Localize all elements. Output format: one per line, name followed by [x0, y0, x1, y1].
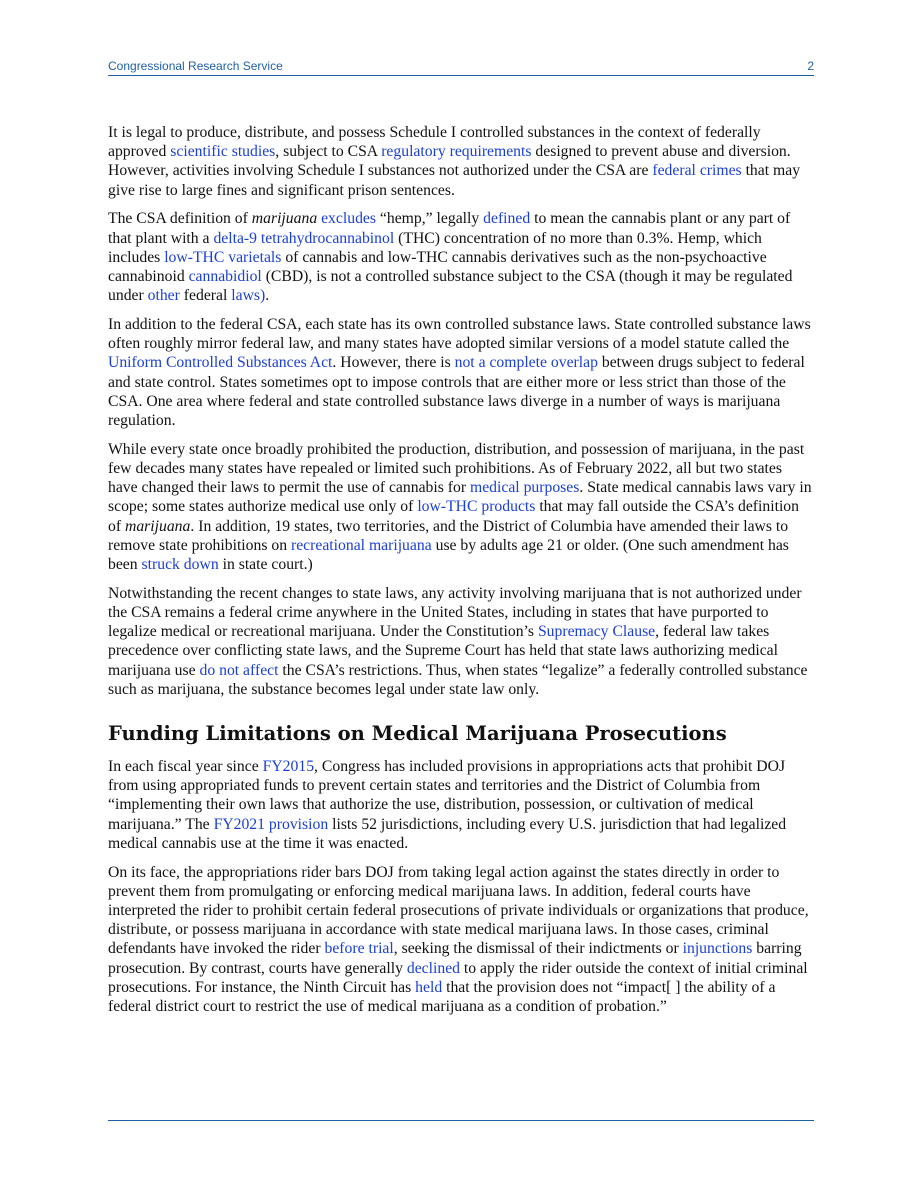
link-injunctions[interactable]: injunctions: [682, 940, 753, 958]
link-cannabidiol[interactable]: cannabidiol: [188, 268, 262, 286]
link-medical-purposes[interactable]: medical purposes: [470, 479, 580, 497]
text: between drugs subject to federal and state control. States sometimes opt to impose controls that are either more or less strict than those of the CSA. One area where federal and state controlled substance laws diverge in a number of ways is marijuana regulation.: [108, 354, 805, 430]
text: use by adults age 21 or older. (One such amendment has been: [108, 536, 789, 574]
text: It is legal to produce, distribute, and possess Schedule I controlled substances in the context of federally approved: [108, 124, 761, 161]
text: , seeking the dismissal of their indictments or: [393, 940, 683, 958]
page-header: [108, 59, 814, 76]
link-fy2015[interactable]: FY2015: [262, 758, 315, 776]
paragraph-2: [108, 209, 814, 305]
text: . In addition, 19 states, two territories, and the District of Columbia have amended their laws to remove state prohibitions on: [108, 517, 789, 554]
text: to mean the cannabis plant or any part of that plant with a: [108, 210, 791, 247]
paragraph-5: [108, 584, 814, 699]
page-number: 2: [807, 59, 814, 73]
text: In each fiscal year since: [108, 758, 263, 776]
link-held[interactable]: held: [415, 978, 443, 996]
link-before-trial[interactable]: before trial: [324, 940, 394, 958]
text: .: [265, 287, 270, 305]
text: . However, there is: [332, 354, 455, 372]
paragraph-1: [108, 123, 814, 200]
link-excludes[interactable]: excludes: [321, 210, 376, 228]
text: in state court.): [218, 556, 313, 574]
paragraph-3: [108, 315, 814, 430]
text: barring prosecution. By contrast, courts have generally: [108, 940, 802, 977]
link-not-complete-overlap[interactable]: not a complete overlap: [454, 354, 598, 372]
link-declined[interactable]: declined: [406, 959, 460, 977]
text: The CSA definition of: [108, 210, 252, 228]
link-supremacy-clause[interactable]: Supremacy Clause: [537, 623, 656, 641]
header-source: Congressional Research Service: [108, 59, 283, 73]
link-struck-down[interactable]: struck down: [141, 556, 219, 574]
footer-rule: [108, 1120, 814, 1121]
text: , Congress has included provisions in appropriations acts that prohibit DOJ from using appropriated funds to prevent certain states and territories and the District of Columbia from “implementing their own laws that authorize the use, distribution, possession, or cultivation of medical marijuana.” The: [108, 758, 786, 833]
text: that the provision does not “impact[ ] the ability of a federal district court to restrict the use of medical marijuana as a condition of probation.”: [108, 978, 776, 1016]
text: that may fall outside the CSA’s definition of: [108, 498, 799, 535]
link-defined[interactable]: defined: [483, 210, 531, 228]
text: While every state once broadly prohibited the production, distribution, and possession of marijuana, in the past few decades many states have repealed or limited such prohibitions. As of February 2022, all but two states have changed their laws to permit the use of cannabis for: [108, 440, 805, 497]
text: Notwithstanding the recent changes to state laws, any activity involving marijuana that is not authorized under the CSA remains a federal crime anywhere in the United States, including in states that have purported to legalize medical or recreational marijuana. Under the Constitution’s: [108, 584, 802, 641]
link-low-thc-varietals[interactable]: low-THC varietals: [164, 248, 282, 266]
text: , federal law takes precedence over conflicting state laws, and the Supreme Court has held that state laws authorizing medical marijuana use: [108, 623, 778, 679]
text: . State medical cannabis laws vary in scope; some states authorize medical use only of: [108, 479, 812, 516]
link-uniform-csa[interactable]: Uniform Controlled Substances Act: [108, 354, 333, 372]
link-low-thc-products[interactable]: low-THC products: [417, 498, 536, 516]
section-heading: Funding Limitations on Medical Marijuana Prosecutions: [108, 722, 727, 746]
link-scientific-studies[interactable]: scientific studies: [170, 143, 276, 161]
text: the CSA’s restrictions. Thus, when states “legalize” a federally controlled substance such as marijuana, the substance becomes legal under state law only.: [108, 661, 808, 698]
emphasis: marijuana: [125, 517, 191, 535]
text: designed to prevent abuse and diversion. However, activities involving Schedule I substances not authorized under the CSA are: [108, 143, 791, 180]
text: to apply the rider outside the context of initial criminal prosecutions. For instance, the Ninth Circuit has: [108, 959, 808, 996]
text: of cannabis and low-THC cannabis derivatives such as the non-psychoactive cannabinoid: [108, 248, 767, 286]
link-regulatory-requirements[interactable]: regulatory requirements: [381, 143, 532, 161]
link-delta9-thc[interactable]: delta-9 tetrahydrocannabinol: [213, 229, 395, 247]
link-federal-crimes[interactable]: federal crimes: [652, 162, 742, 180]
document-body: [108, 123, 814, 1026]
link-do-not-affect[interactable]: do not affect: [199, 661, 279, 679]
paragraph-6: [108, 757, 814, 853]
emphasis: marijuana: [251, 210, 318, 228]
text: “hemp,” legally: [375, 210, 484, 228]
text: In addition to the federal CSA, each state has its own controlled substance laws. State controlled substance laws often roughly mirror federal law, and many states have adopted similar versions of a model statute called the: [108, 316, 811, 353]
link-recreational-marijuana[interactable]: recreational marijuana: [291, 536, 432, 554]
text: federal: [179, 287, 232, 305]
text: (THC) concentration of no more than 0.3%. Hemp, which includes: [108, 229, 762, 266]
link-fy2021-provision[interactable]: FY2021 provision: [213, 815, 329, 833]
link-other[interactable]: other: [147, 287, 180, 305]
text: , subject to CSA: [275, 143, 382, 161]
text: On its face, the appropriations rider bars DOJ from taking legal action against the states directly in order to prevent them from promulgating or enforcing medical marijuana laws. In addition, federal courts have interpreted the rider to prohibit certain federal prosecutions of private individuals or organizations that produce, distribute, or possess marijuana in accordance with state medical marijuana laws. In those cases, criminal defendants have invoked the rider: [108, 863, 809, 958]
paragraph-7: [108, 863, 814, 1017]
text: (CBD), is not a controlled substance subject to the CSA (though it may be regulated under: [108, 268, 793, 305]
paragraph-4: [108, 440, 814, 574]
link-laws[interactable]: laws): [231, 287, 266, 305]
text: lists 52 jurisdictions, including every U.S. jurisdiction that had legalized medical cannabis use at the time it was enacted.: [108, 815, 787, 852]
text: that may give rise to large fines and significant prison sentences.: [108, 162, 801, 199]
